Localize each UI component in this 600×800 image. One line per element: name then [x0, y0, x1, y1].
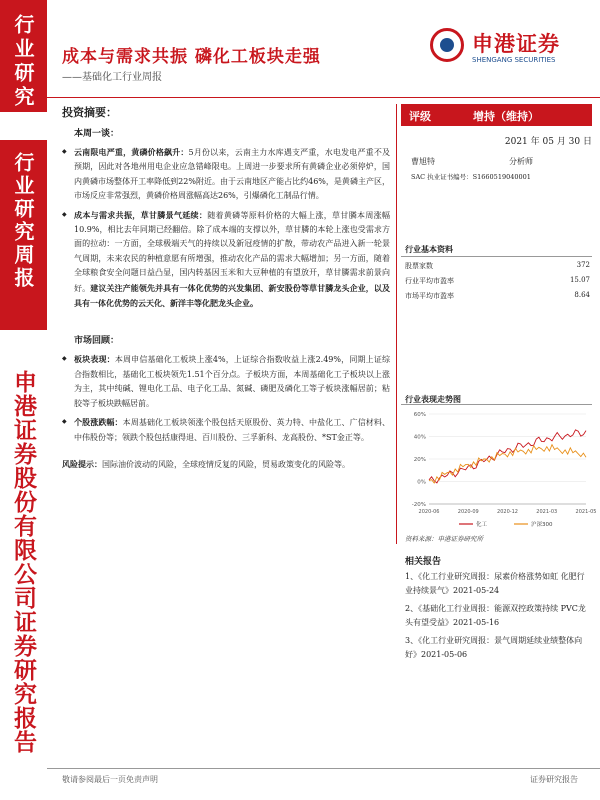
chart-x-tick-label: 2020-09	[457, 509, 479, 515]
related-report-link[interactable]: 2、《基础化工行业周报：能源双控政策持续 PVC龙头有望受益》2021-05-16	[405, 604, 586, 627]
rating-label: 评级	[409, 110, 431, 123]
paragraph-glyphosate	[62, 208, 390, 312]
report-type-label: 行业研究周报	[11, 152, 35, 290]
chart-x-tick-label: 2021-03	[536, 509, 558, 515]
footer-disclaimer: 敬请参阅最后一页免责声明	[62, 775, 158, 784]
logo-text: 申港证券	[472, 32, 560, 56]
basic-info-heading: 行业基本资料	[405, 244, 453, 254]
stock-moves-lead: 个股涨跌幅：	[74, 417, 123, 428]
sector-performance-text: 本周申信基础化工板块上涨4%，上证综合指数收益上涨2.49%，同期上证综合指数相比，基础化工板块领先1.51个百分点。子板块方面，本周基础化工子板块以上涨为主，其中纯碱、锂电化工品、电子化工品、氮碱、磷肥及磷化工等子板块涨幅居前；粘胶等子板块跌幅居前。	[74, 355, 390, 408]
footer-label: 证券研究报告	[530, 775, 578, 784]
stat-row	[405, 276, 590, 286]
related-heading: 相关报告	[405, 557, 442, 567]
paragraph-power-limit	[62, 145, 390, 204]
paragraph-glyphosate-advice: 建议关注产能领先并具有一体化优势的兴发集团、新安股份等草甘膦龙头企业，以及具有一体化优势的云天化、新洋丰等化肥龙头企业。	[74, 282, 391, 309]
category-block	[0, 0, 47, 112]
chart-y-tick-label: -20%	[411, 502, 426, 508]
chart-x-tick-label: 2020-06	[418, 509, 440, 515]
sac-number: SAC 执业证书编号：S1660519040001	[411, 173, 531, 181]
sector-performance-lead: 板块表现：	[74, 354, 115, 365]
summary-heading: 投资摘要：	[62, 106, 117, 119]
chart-y-tick-label: 0%	[417, 479, 426, 486]
stock-moves-text: 本周基础化工板块领涨个股包括天原股份、英力特、中盐化工、广信材料、中伟股份等；领跌个股包括康得退、百川股份、三孚新科、龙高股份、*ST金正等。	[74, 418, 391, 442]
risk-lead: 风险提示：	[62, 458, 102, 469]
stat-label: 行业平均市盈率	[405, 277, 454, 285]
stat-value: 15.07	[569, 276, 590, 284]
basic-info-divider	[401, 256, 592, 257]
column-divider	[396, 104, 397, 544]
related-list	[405, 570, 591, 666]
paragraph-power-limit-text: 5月份以来，云南主力水库遇支严重，水电发电严重不及预期，因此对各地州用电企业应急错峰限电。上周进一步要求所有黄磷企业必须停炉，国内黄磷市场整体开工率降低到22%附近。由于云南地区产能占比约46%，是黄磷主产区，市场反应非常强烈，黄磷价格周涨幅高达26%，引爆磷化工制品行情。	[74, 148, 390, 201]
company-label: 申港证券股份有限公司证券研究报告	[10, 370, 37, 754]
related-report-link[interactable]: 3、《化工行业研究周报：景气周期延续业绩整体向好》2021-05-06	[405, 636, 583, 659]
chart-source: 资料来源：申港证券研究所	[405, 535, 483, 543]
report-subtitle: ——基础化工行业周报	[62, 72, 162, 83]
paragraph-power-limit-lead: 云南限电严重，黄磷价格飙升：	[74, 147, 189, 157]
stat-label: 市场平均市盈率	[405, 292, 454, 300]
side-banner	[0, 0, 47, 800]
company-logo	[430, 26, 590, 76]
paragraph-glyphosate-lead: 成本与需求共振，草甘膦景气延续：	[74, 209, 208, 220]
chart-y-tick-label: 40%	[413, 434, 426, 441]
paragraph-risk	[62, 457, 390, 472]
analyst-name: 曹旭特	[411, 157, 435, 166]
chart-x-tick-label: 2021-05	[575, 509, 597, 515]
chart-x-tick-label: 2020-12	[497, 509, 518, 515]
rating-bar	[401, 104, 592, 126]
week-heading: 本周一谈：	[74, 129, 120, 139]
market-heading: 市场回顾：	[74, 336, 120, 347]
company-block	[0, 370, 47, 754]
chart-series-line	[429, 445, 586, 483]
header-divider	[47, 97, 600, 98]
related-report-link[interactable]: 1、《化工行业研究周报：尿素价格涨势如虹 化肥行业持续景气》2021-05-24	[405, 572, 585, 595]
report-date: 2021 年 05 月 30 日	[504, 137, 592, 147]
chart-y-tick-label: 60%	[413, 412, 426, 418]
performance-chart	[401, 406, 597, 536]
stat-row	[405, 261, 590, 271]
paragraph-stock-moves	[62, 415, 390, 445]
stat-row	[405, 291, 590, 301]
report-title: 成本与需求共振 磷化工板块走强	[62, 47, 321, 67]
report-type-block	[0, 140, 47, 330]
chart-divider	[401, 404, 592, 405]
summary-section	[62, 104, 390, 474]
rating-value: 增持（维持）	[473, 110, 539, 123]
analyst-role: 分析师	[509, 157, 533, 166]
chart-legend-label: 沪深300	[531, 522, 553, 528]
chart-heading: 行业表现走势图	[405, 394, 461, 404]
stat-label: 股票家数	[405, 262, 433, 270]
logo-icon	[430, 28, 464, 62]
footer-divider	[47, 768, 600, 769]
paragraph-glyphosate-text: 随着黄磷等原料价格的大幅上涨，草甘膦本周涨幅10.9%，相比去年同期已经翻倍。除了成本端的支撑以外，草甘膦的本轮上涨也受需求方面的拉动：一方面，全球极端天气的持续以及新冠疫情的扩散，带动农产品进入新一轮景气周期，未来农民的种植意愿有所增强，推动农化产品的需求大幅增加；另一方面，随着全球粮食安全问题日益凸显，国内转基因玉米和大豆种植的有望放开，草甘膦需求前景向好。	[74, 210, 390, 293]
stat-value: 372	[576, 261, 590, 269]
risk-text: 国际油价波动的风险，全球疫情反复的风险，贸易政策变化的风险等。	[102, 459, 350, 469]
logo-english: SHENGANG SECURITIES	[472, 56, 556, 64]
category-label: 行业研究	[11, 14, 35, 110]
stat-value: 8.64	[574, 291, 590, 299]
paragraph-sector-performance	[62, 352, 390, 411]
chart-legend-label: 化工	[476, 522, 488, 528]
chart-y-tick-label: 20%	[413, 457, 426, 463]
